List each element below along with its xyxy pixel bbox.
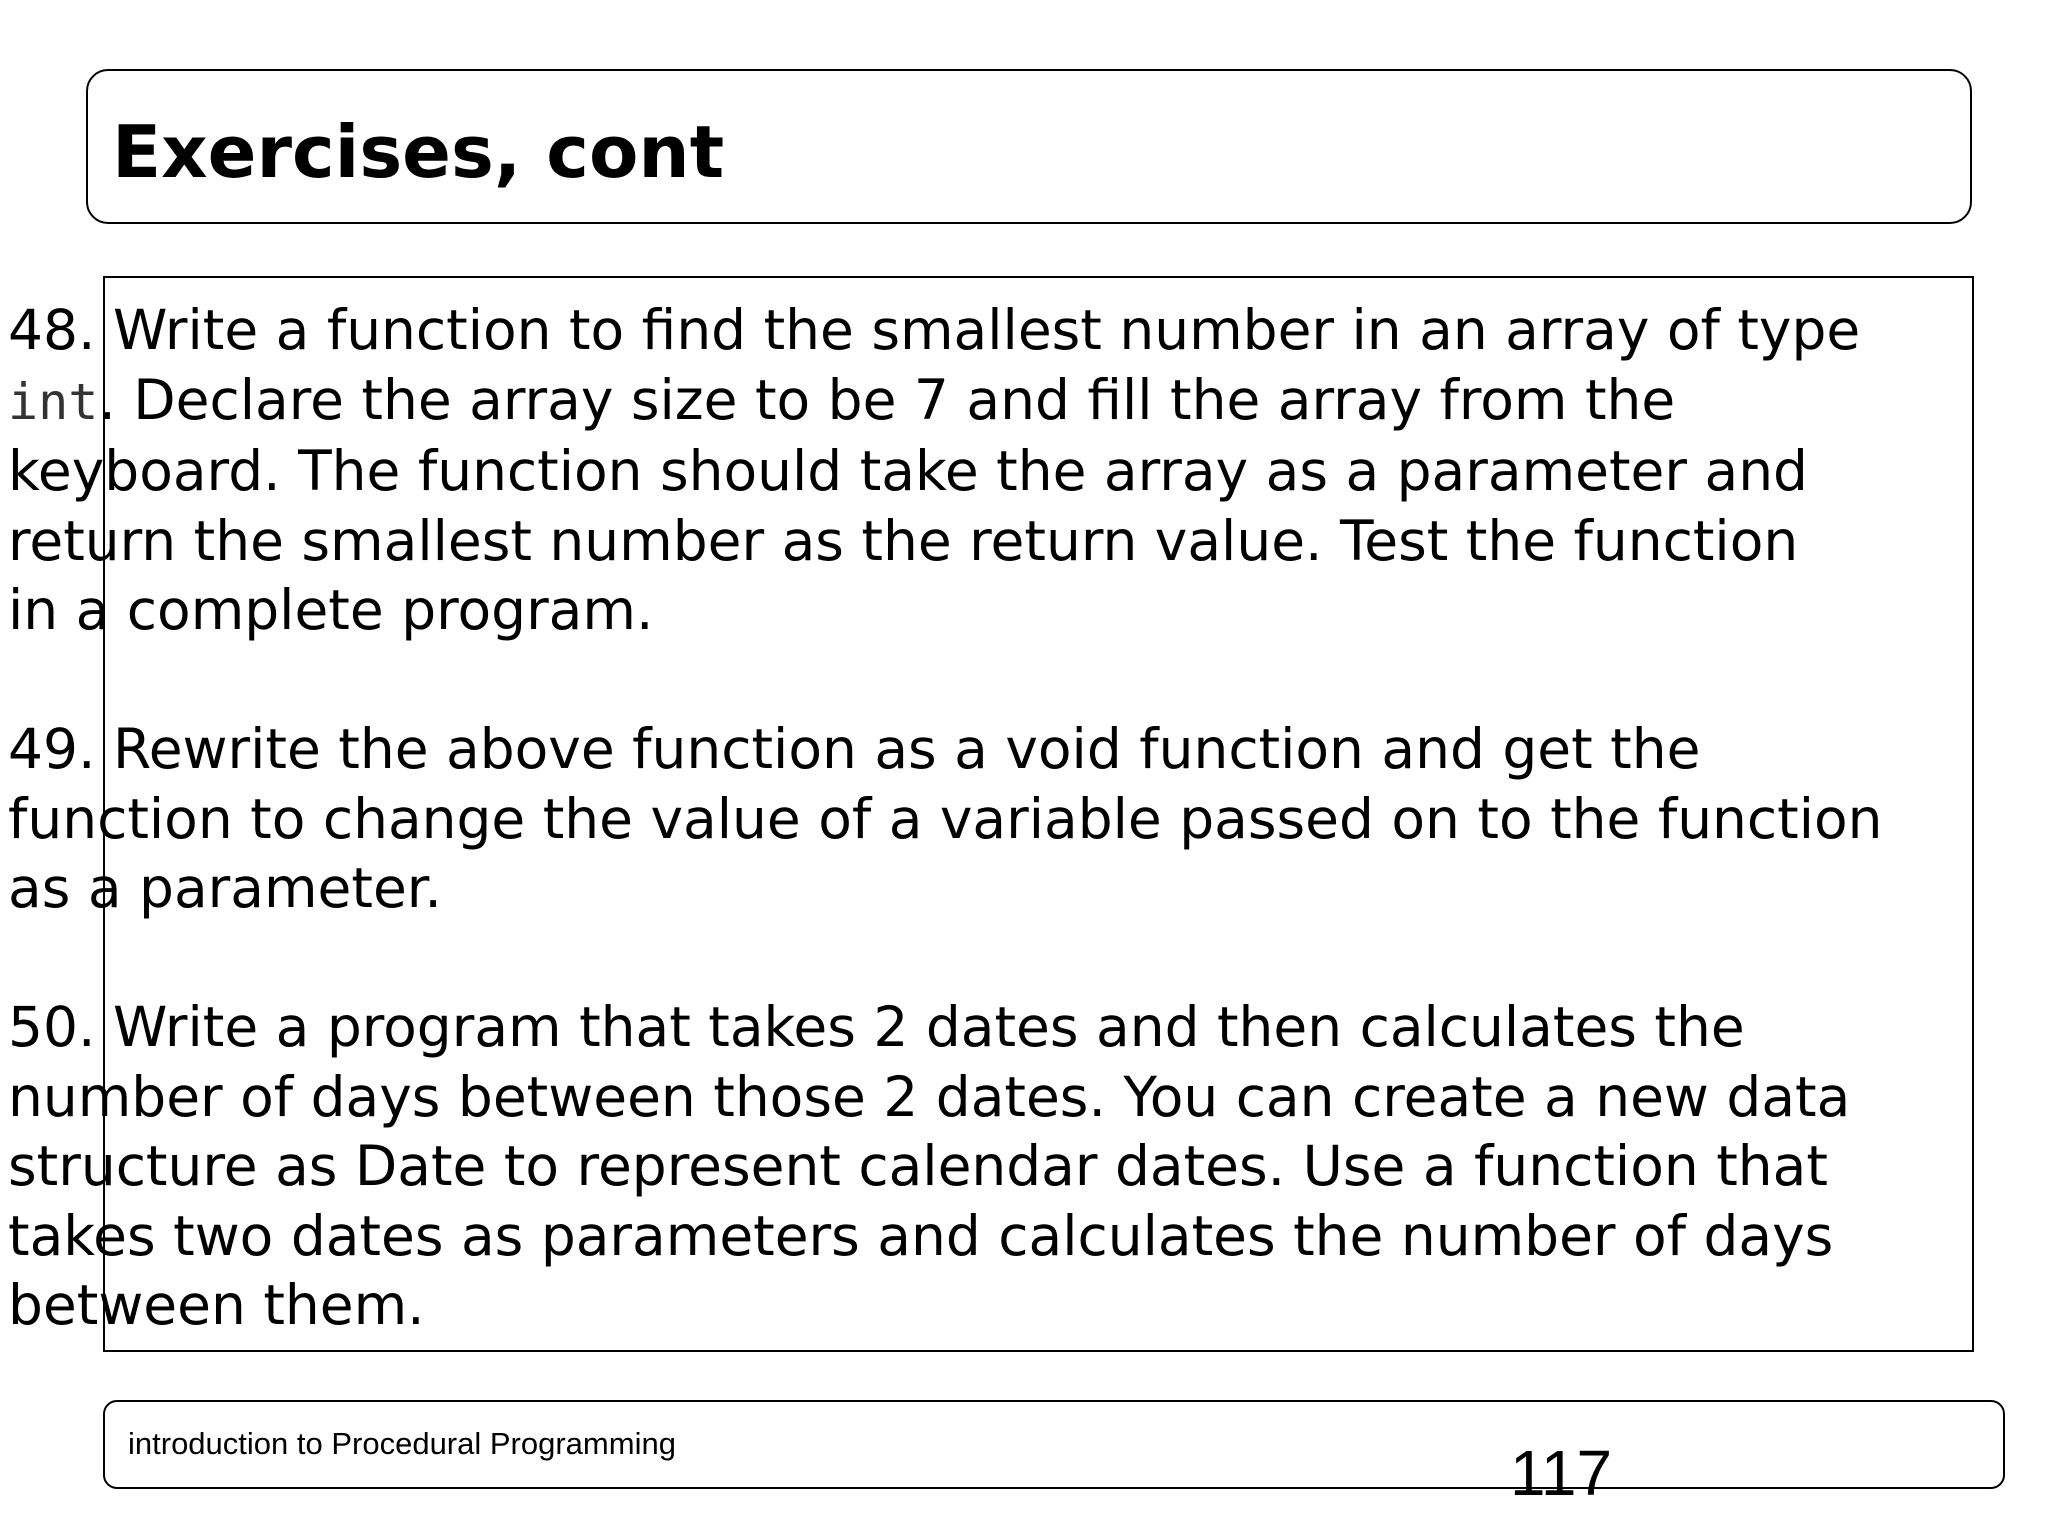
exercise-list (8, 296, 1948, 1341)
exercise-50: 50. Write a program that takes 2 dates and then calculates the number of days between those 2 dates. You can create a new data structure as Date to represent calendar dates. Use a function that takes two dates as parameters and calculates the number of days between them. (8, 995, 1851, 1337)
exercise-48-text-start: 48. Write a function to find the smallest number in an array of type (8, 298, 1861, 362)
exercise-48-text-end: . Declare the array size to be 7 and fill the array from the keyboard. The function should take the array as a parameter and return the smallest number as the return value. Test the function in a complete program. (8, 367, 1808, 642)
footer-course-title: introduction to Procedural Programming (128, 1426, 676, 1461)
exercise-49: 49. Rewrite the above function as a void function and get the function to change the value of a variable passed on to the function as a parameter. (8, 717, 1883, 920)
exercise-48-code-int: int (8, 372, 99, 431)
slide-title: Exercises, cont (112, 110, 725, 194)
exercise-48 (8, 296, 1948, 646)
page-number: 117 (1510, 1437, 1613, 1509)
